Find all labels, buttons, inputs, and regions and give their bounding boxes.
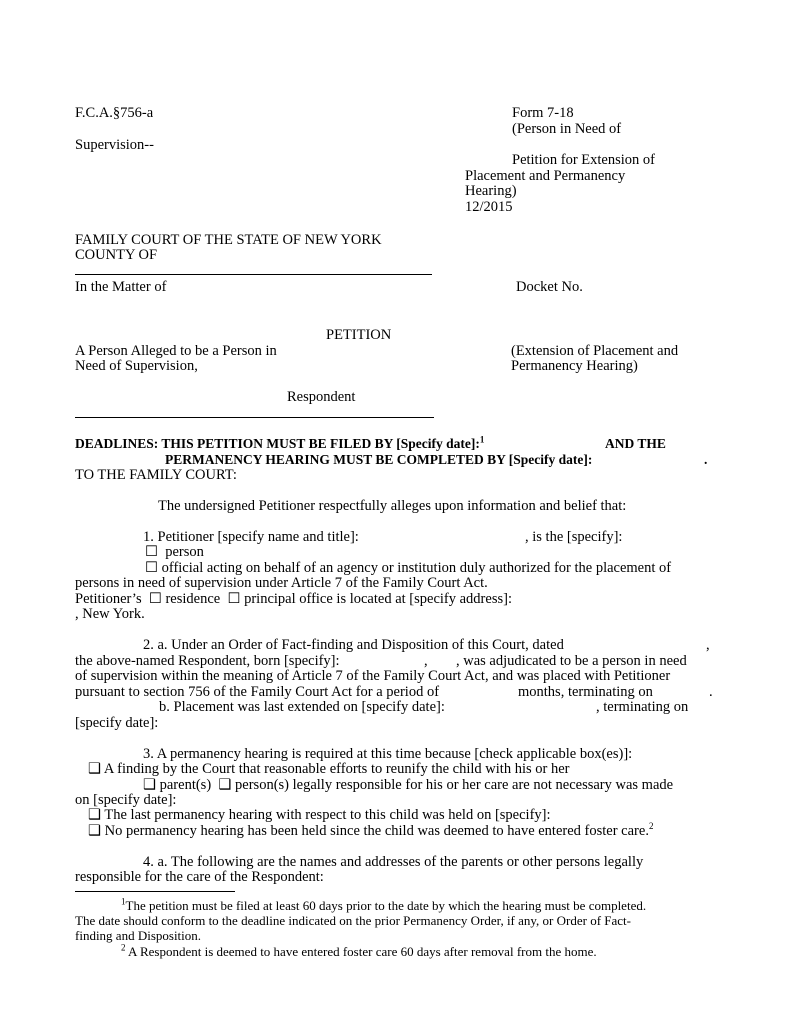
footnote-1-line-3: finding and Disposition. [75,928,202,943]
deadline-hearing: PERMANENCY HEARING MUST BE COMPLETED BY [Specify date]: [165,452,593,467]
extension-label-2: Permanency Hearing) [511,358,638,374]
form-title-line-3: Hearing) [465,183,517,199]
p1-is-the: , is the [specify]: [525,529,623,545]
p3-no-hearing-option: ❑ No permanency hearing has been held since the child was deemed to have entered foster care.$^2$ [88,821,654,839]
party-line-1: A Person Alleged to be a Person in [75,343,277,359]
county-label: COUNTY OF [75,247,158,263]
statute-citation: F.C.A.§756-a [75,105,154,121]
footnote-ref-2: 2 [648,821,654,832]
supervision-label: Supervision-- [75,137,154,153]
checkbox-residence[interactable]: ☐ [148,591,162,607]
form-category: (Person in Need of [512,121,622,137]
checkbox-official[interactable]: ☐ [145,560,158,576]
checkbox-no-hearing[interactable]: ❑ [88,823,101,839]
p4-line-2: responsible for the care of the Respondent: [75,869,324,885]
p2a-born-comma: , [424,653,428,669]
caption-bottom-rule [75,417,434,418]
form-title-line-1: Petition for Extension of [512,152,655,168]
form-number: Form 7-18 [512,105,574,121]
p2a-comma: , [706,637,710,653]
docket-label: Docket No. [516,279,583,295]
p1-new-york: , New York. [75,606,145,622]
checkbox-principal-office[interactable]: ☐ [227,591,241,607]
p2b-terminating: , terminating on [596,699,689,715]
p2b-line-1: b. Placement was last extended on [specify date]: [159,699,445,715]
checkbox-last-hearing[interactable]: ❑ [88,807,101,823]
deadline-filing: DEADLINES: THIS PETITION MUST BE FILED BY [Specify date]:$^1$ [75,434,485,451]
p2a-adjudicated: , was adjudicated to be a person in need [456,653,687,669]
deadline-and-the: AND THE [605,436,666,451]
extension-label-1: (Extension of Placement and [511,343,679,359]
p3-last-hearing-option: ❑ The last permanency hearing with respect to this child was held on [specify]: [88,807,551,823]
p3-finding-option: ❑ A finding by the Court that reasonable efforts to reunify the child with his or her [88,761,570,777]
to-family-court: TO THE FAMILY COURT: [75,467,237,483]
p1-official-cont: persons in need of supervision under Article 7 of the Family Court Act. [75,575,488,591]
party-line-2: Need of Supervision, [75,358,198,374]
matter-label: In the Matter of [75,279,167,295]
p4-line-1: 4. a. The following are the names and addresses of the parents or other persons legally [143,854,644,870]
petition-heading: PETITION [326,327,392,343]
p2a-line-2: the above-named Respondent, born [specify]: [75,653,340,669]
p1-residence-line: Petitioner’s ☐ residence ☐ principal office is located at [specify address]: [75,591,512,607]
p2a-months: months, terminating on [518,684,653,700]
checkbox-parents[interactable]: ❑ [143,777,156,793]
p1-petitioner-label: 1. Petitioner [specify name and title]: [143,529,359,545]
caption-top-rule [75,274,432,275]
footnote-2: $^2$ A Respondent is deemed to have entered foster care 60 days after removal from the home. [121,942,597,959]
form-title-line-2: Placement and Permanency [465,168,626,184]
p2b-specify-date: [specify date]: [75,715,159,731]
p2a-line-3: of supervision within the meaning of Article 7 of the Family Court Act, and was placed with Petitioner [75,668,671,684]
footnote-separator [75,891,235,892]
checkbox-persons-responsible[interactable]: ❑ [218,777,232,793]
p2a-line-1: 2. a. Under an Order of Fact-finding and Disposition of this Court, dated [143,637,564,653]
footnote-ref-1: 1 [479,434,485,445]
footnote-1-line-2: The date should conform to the deadline indicated on the prior Permanency Order, if any, or Order of Fact- [75,913,631,928]
p2a-period: . [709,684,713,700]
p2a-line-4: pursuant to section 756 of the Family Court Act for a period of [75,684,440,700]
intro-allegation: The undersigned Petitioner respectfully alleges upon information and belief that: [158,498,627,514]
checkbox-person[interactable]: ☐ [145,544,158,560]
court-name: FAMILY COURT OF THE STATE OF NEW YORK [75,232,382,248]
p3-on-date: on [specify date]: [75,792,177,808]
p1-person-option: ☐ person [145,544,204,560]
p3-intro: 3. A permanency hearing is required at this time because [check applicable box(es)]: [143,746,633,762]
form-date: 12/2015 [465,199,513,215]
p1-official-option: ☐ official acting on behalf of an agency or institution duly authorized for the placement of [145,560,672,576]
checkbox-reasonable-efforts[interactable]: ❑ [88,761,101,777]
respondent-label: Respondent [287,389,356,405]
footnote-1-line-1: $^1$The petition must be filed at least 60 days prior to the date by which the hearing must be completed. [121,896,647,913]
deadline-period: . [704,452,708,467]
p3-parents-line: ❑ parent(s) ❑ person(s) legally responsible for his or her care are not necessary was made [143,777,674,793]
